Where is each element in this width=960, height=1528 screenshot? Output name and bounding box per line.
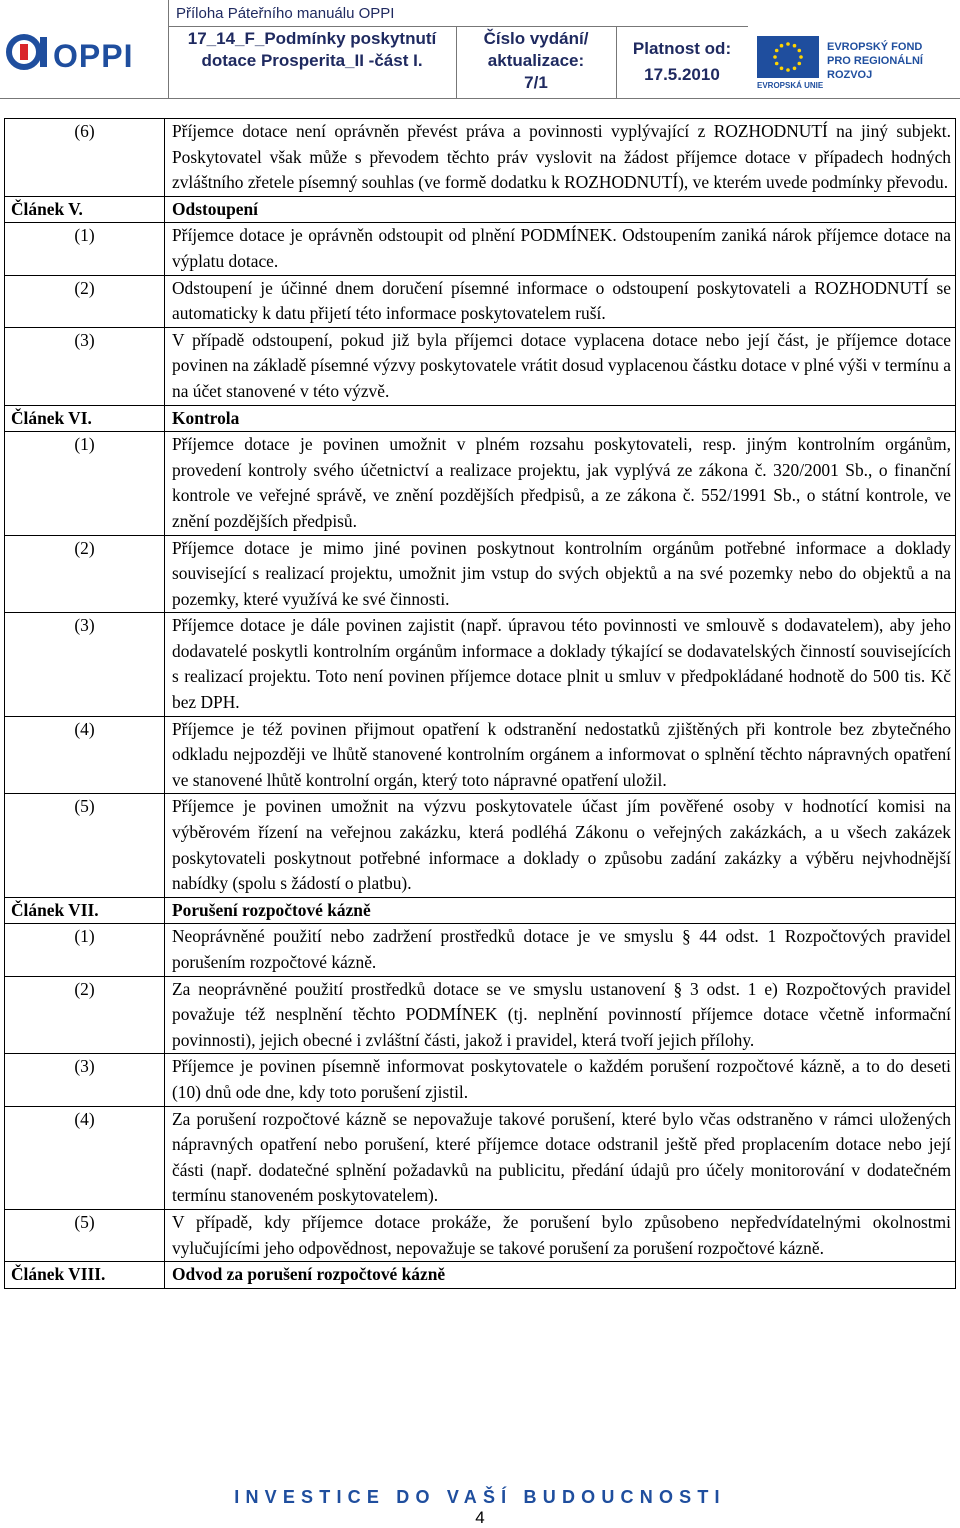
clause-number: (1): [5, 924, 165, 976]
clause-number: (3): [5, 613, 165, 716]
clause-row: [5, 119, 956, 197]
oppi-logo-icon: [6, 34, 50, 70]
clause-number: (2): [5, 275, 165, 327]
eu-star: [780, 67, 784, 71]
document-header: [0, 0, 960, 100]
clause-row: [5, 976, 956, 1054]
clause-text: Příjemce dotace je dále povinen zajistit (např. úpravou této povinnosti ve smlouvě s dodavatelem), aby jeho dodavatelé poskytli kontrolním orgánům informace a doklady týkající se dodavatelských činností souvisejících s realizací projektu. Toto není povinen příjemce dotace plnit u smluv v předpokládané hodnotě do 500 tis. Kč bez DPH.: [165, 613, 956, 716]
clause-number: (1): [5, 223, 165, 275]
clause-number: (5): [5, 1209, 165, 1261]
eu-star: [773, 55, 777, 59]
validity-cell: [620, 38, 744, 86]
issue-label: Číslo vydání/ aktualizace:: [483, 29, 589, 70]
clause-row: [5, 1106, 956, 1209]
clause-text: V případě, kdy příjemce dotace prokáže, že porušení bylo způsobeno nepředvídatelnými okolnostmi vylučujícími jeho odpovědnost, nepovažuje se takové porušení za porušení rozpočtové kázně.: [165, 1209, 956, 1261]
clause-text: Příjemce dotace není oprávněn převést práva a povinnosti vyplývající z ROZHODNUTÍ na jiný subjekt. Poskytovatel však může s převodem těchto práv vyslovit na žádost příjemce dotace v případech hodných zvláštního zřetele písemný souhlas (ve formě dodatku k ROZHODNUTÍ), ve kterém uvede podmínky převodu.: [165, 119, 956, 197]
footer-slogan: INVESTICE DO VAŠÍ BUDOUCNOSTI: [234, 1487, 726, 1507]
eu-caption: EVROPSKÁ UNIE: [757, 81, 824, 90]
eu-star: [775, 62, 779, 66]
header-divider: [168, 26, 748, 27]
article-heading-row: [5, 196, 956, 223]
validity-label: Platnost od:: [632, 39, 732, 58]
eu-fund-name: [827, 40, 923, 82]
clause-row: [5, 1054, 956, 1106]
article-number: Článek V.: [5, 196, 165, 223]
article-title: Odstoupení: [165, 196, 956, 223]
eu-fund-line: PRO REGIONÁLNÍ: [827, 55, 923, 67]
eu-star: [786, 68, 790, 72]
clause-number: (3): [5, 1054, 165, 1106]
clause-row: [5, 924, 956, 976]
header-info-grid: [168, 0, 748, 99]
clause-number: (4): [5, 716, 165, 794]
clause-row: [5, 1209, 956, 1261]
article-title: Kontrola: [165, 405, 956, 432]
eu-flag-icon: [757, 36, 819, 78]
manual-subtitle: Příloha Páteřního manuálu OPPI: [176, 5, 395, 22]
article-title: Porušení rozpočtové kázně: [165, 897, 956, 924]
clause-number: (5): [5, 794, 165, 897]
conditions-table: [4, 118, 956, 1289]
issue-cell: [460, 28, 612, 94]
clause-number: (2): [5, 976, 165, 1054]
eu-star: [780, 44, 784, 48]
article-number: Článek VIII.: [5, 1262, 165, 1289]
clause-text: Příjemce dotace je povinen umožnit v plném rozsahu poskytovateli, resp. jiným kontrolním orgánům, provedení kontroly svého účetnictví a realizace projektu, jak vyplývá ze zákona č. 320/2001 Sb., o finanční kontrole ve veřejné správě, ve znění pozdějších předpisů, a ze zákona č. 552/1991 Sb., o státní kontrole, ve znění pozdějších předpisů.: [165, 432, 956, 535]
clause-row: [5, 432, 956, 535]
clause-text: Příjemce je též povinen přijmout opatření k odstranění nedostatků zjištěných při kontrole bez zbytečného odkladu nejpozději ve lhůtě stanovené kontrolním orgánem a informovat o splnění těchto nápravných opatření ve stanovené lhůtě kontrolní orgán, který toto nápravné opatření uložil.: [165, 716, 956, 794]
clause-row: [5, 223, 956, 275]
clause-row: [5, 613, 956, 716]
clause-number: (6): [5, 119, 165, 197]
clause-text: Odstoupení je účinné dnem doručení písemné informace o odstoupení poskytovateli a ROZHODNUTÍ se automaticky k datu přijetí této informace poskytovatelem ruší.: [165, 275, 956, 327]
clause-row: [5, 716, 956, 794]
clause-number: (4): [5, 1106, 165, 1209]
clause-text: Příjemce je povinen umožnit na výzvu poskytovatele účast jím pověřené osoby v hodnotící komisi na výběrovém řízení na veřejnou zakázku, která podléhá Zákonu o veřejných zakázkách, a u všech zakázek poskytovateli poskytnout potřebné informace a doklady o způsobu zadání zakázky a výběru nejvhodnější nabídky (spolu s žádostí o platbu).: [165, 794, 956, 897]
eu-fund-line: EVROPSKÝ FOND: [827, 41, 923, 53]
eu-fund-line: ROZVOJ: [827, 69, 873, 81]
clause-row: [5, 275, 956, 327]
article-title: Odvod za porušení rozpočtové kázně: [165, 1262, 956, 1289]
eu-star: [798, 49, 802, 53]
header-bottom-rule: [0, 98, 960, 99]
issue-value: 7/1: [524, 73, 548, 92]
article-heading-row: [5, 897, 956, 924]
clause-text: Příjemce dotace je mimo jiné povinen poskytnout kontrolním orgánům potřebné informace a doklady související s realizací projektu, umožnit jim vstup do svých objektů a na své pozemky nebo do objektů a na pozemky, které využívá ke své činnosti.: [165, 535, 956, 613]
clause-row: [5, 535, 956, 613]
oppi-logo-text: OPPI: [53, 38, 134, 74]
eu-logo: [749, 0, 960, 98]
clause-text: Za neoprávněné použití prostředků dotace se ve smyslu ustanovení § 3 odst. 1 e) Rozpočtových pravidel považuje též nesplnění těchto PODMÍNEK (tj. neplnění povinností příjemce dotace včetně informační povinnosti), jejich obecné i zvláštní části, jakož i pravidel, která tvoří jejich přílohy.: [165, 976, 956, 1054]
clause-row: [5, 327, 956, 405]
clause-row: [5, 794, 956, 897]
header-separator: [456, 26, 457, 98]
clause-number: (2): [5, 535, 165, 613]
article-heading-row: [5, 1262, 956, 1289]
header-separator: [616, 26, 617, 98]
eu-star: [793, 44, 797, 48]
eu-star: [798, 62, 802, 66]
article-number: Článek VII.: [5, 897, 165, 924]
clause-text: Příjemce dotace je oprávněn odstoupit od plnění PODMÍNEK. Odstoupením zaniká nárok příjemce dotace na výplatu dotace.: [165, 223, 956, 275]
validity-value: 17.5.2010: [644, 65, 720, 84]
clause-number: (1): [5, 432, 165, 535]
document-name: 17_14_F_Podmínky poskytnutí dotace Prosperita_II -část I.: [187, 29, 437, 70]
conditions-rows: [5, 119, 956, 1289]
eu-star: [786, 42, 790, 46]
clause-text: Neoprávněné použití nebo zadržení prostředků dotace je ve smyslu § 44 odst. 1 Rozpočtových pravidel porušením rozpočtové kázně.: [165, 924, 956, 976]
clause-number: (3): [5, 327, 165, 405]
eu-star: [793, 67, 797, 71]
eu-star: [799, 55, 803, 59]
clause-text: Za porušení rozpočtové kázně se nepovažuje takové porušení, které bylo včas odstraněno v rámci uložených nápravných opatření nebo porušení, které příjemce dotace odstranil ještě před proplacením dotace nebo její části (např. dodatečné splnění požadavků na publicitu, předání údajů pro účely monitorování v dodatečném termínu stanoveném poskytovatelem).: [165, 1106, 956, 1209]
oppi-logo: [0, 0, 169, 98]
clause-text: Příjemce je povinen písemně informovat poskytovatele o každém porušení rozpočtové kázně, a to do deseti (10) dnů ode dne, kdy toto porušení zjistil.: [165, 1054, 956, 1106]
article-heading-row: [5, 405, 956, 432]
article-number: Článek VI.: [5, 405, 165, 432]
eu-star: [775, 49, 779, 53]
page-number: 4: [475, 1508, 485, 1527]
clause-text: V případě odstoupení, pokud již byla příjemci dotace vyplacena dotace nebo její část, je příjemce dotace povinen na základě písemné výzvy poskytovatele vrátit dosud vyplacenou částku dotace v plné výši v termínu a na účet stanovené v této výzvě.: [165, 327, 956, 405]
